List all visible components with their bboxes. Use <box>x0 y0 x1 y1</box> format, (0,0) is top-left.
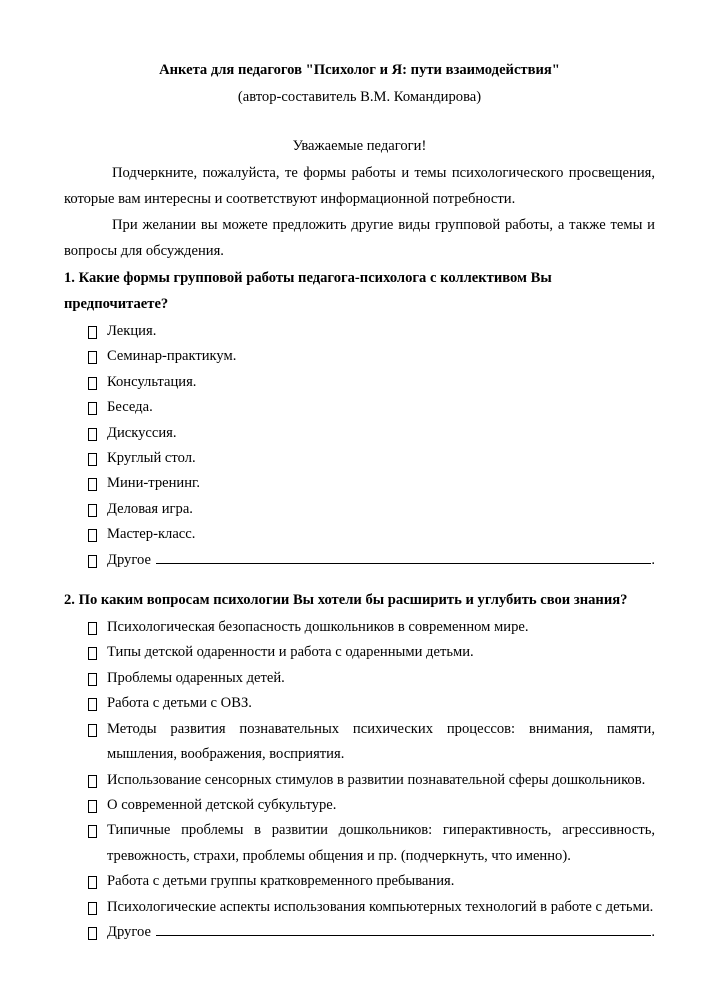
option-item <box>64 869 655 894</box>
empty-checkbox-icon <box>88 724 97 737</box>
option-label: Проблемы одаренных детей. <box>107 669 285 686</box>
option-label: Работа с детьми с ОВЗ. <box>107 695 252 712</box>
other-label: Другое <box>107 551 151 568</box>
empty-checkbox-icon <box>88 555 97 568</box>
empty-checkbox-icon <box>88 478 97 491</box>
question-1-options <box>64 319 655 548</box>
option-item <box>64 395 655 420</box>
option-item <box>64 421 655 446</box>
option-label: Мастер-класс. <box>107 526 196 543</box>
empty-checkbox-icon <box>88 876 97 889</box>
option-label: Беседа. <box>107 399 153 416</box>
empty-checkbox-icon <box>88 775 97 788</box>
option-label: Круглый стол. <box>107 450 196 467</box>
empty-checkbox-icon <box>88 402 97 415</box>
other-period: . <box>651 923 655 940</box>
option-item <box>64 615 655 640</box>
question-2-heading: 2. По каким вопросам психологии Вы хотели бы расширить и углубить свои знания? <box>64 592 628 609</box>
empty-checkbox-icon <box>88 902 97 915</box>
empty-checkbox-icon <box>88 326 97 339</box>
empty-checkbox-icon <box>88 377 97 390</box>
empty-checkbox-icon <box>88 647 97 660</box>
option-item <box>64 717 655 768</box>
intro-paragraph-2: При желании вы можете предложить другие виды групповой работы, а также темы и вопросы для обсуждения. <box>64 217 655 259</box>
option-label: Дискуссия. <box>107 424 177 441</box>
empty-checkbox-icon <box>88 529 97 542</box>
option-item <box>64 497 655 522</box>
option-item <box>64 793 655 818</box>
question-2-other-option <box>64 920 655 945</box>
empty-checkbox-icon <box>88 453 97 466</box>
greeting: Уважаемые педагоги! <box>292 138 427 154</box>
fill-in-blank-line <box>156 549 651 564</box>
option-label: О современной детской субкультуре. <box>107 796 337 813</box>
other-label: Другое <box>107 923 151 940</box>
empty-checkbox-icon <box>88 800 97 813</box>
option-item <box>64 471 655 496</box>
option-label: Работа с детьми группы кратковременного пребывания. <box>107 873 455 890</box>
option-item <box>64 768 655 793</box>
question-2-options <box>64 615 655 920</box>
document-subtitle: (автор-составитель В.М. Командирова) <box>237 89 482 105</box>
option-label: Психологическая безопасность дошкольников в современном мире. <box>107 619 529 636</box>
option-item <box>64 446 655 471</box>
empty-checkbox-icon <box>88 825 97 838</box>
option-label: Консультация. <box>107 373 197 390</box>
question-1-heading: 1. Какие формы групповой работы педагога-психолога с коллективом Вы предпочитаете? <box>64 270 552 312</box>
other-period: . <box>651 551 655 568</box>
option-label: Использование сенсорных стимулов в развитии познавательной сферы дошкольников. <box>107 771 646 788</box>
empty-checkbox-icon <box>88 622 97 635</box>
question-1-other-option <box>64 548 655 573</box>
empty-checkbox-icon <box>88 927 97 940</box>
option-label: Семинар-практикум. <box>107 348 237 365</box>
empty-checkbox-icon <box>88 351 97 364</box>
option-item <box>64 818 655 869</box>
option-label: Типичные проблемы в развитии дошкольников: гиперактивность, агрессивность, тревожность, страхи, проблемы общения и пр. (подчеркнуть, что именно). <box>107 822 655 864</box>
option-label: Лекция. <box>107 323 157 339</box>
option-label: Методы развития познавательных психических процессов: внимания, памяти, мышления, воображения, восприятия. <box>107 720 655 763</box>
intro-paragraph-1: Подчеркните, пожалуйста, те формы работы и темы психологического просвещения, которые вам интересны и соответствуют информационной потребности. <box>64 165 655 207</box>
option-item <box>64 666 655 691</box>
option-item <box>64 691 655 716</box>
option-label: Мини-тренинг. <box>107 475 201 492</box>
empty-checkbox-icon <box>88 698 97 711</box>
empty-checkbox-icon <box>88 673 97 686</box>
option-item <box>64 522 655 547</box>
option-item <box>64 895 655 920</box>
option-item <box>64 640 655 665</box>
empty-checkbox-icon <box>88 504 97 517</box>
option-item <box>64 370 655 395</box>
document-title: Анкета для педагогов "Психолог и Я: пути взаимодействия" <box>159 62 560 78</box>
empty-checkbox-icon <box>88 428 97 441</box>
option-label: Психологические аспекты использования компьютерных технологий в работе с детьми. <box>107 898 654 915</box>
option-label: Деловая игра. <box>107 500 193 517</box>
fill-in-blank-line <box>156 921 651 936</box>
option-item <box>64 344 655 369</box>
option-label: Типы детской одаренности и работа с одаренными детьми. <box>107 644 474 661</box>
option-item <box>64 319 655 344</box>
